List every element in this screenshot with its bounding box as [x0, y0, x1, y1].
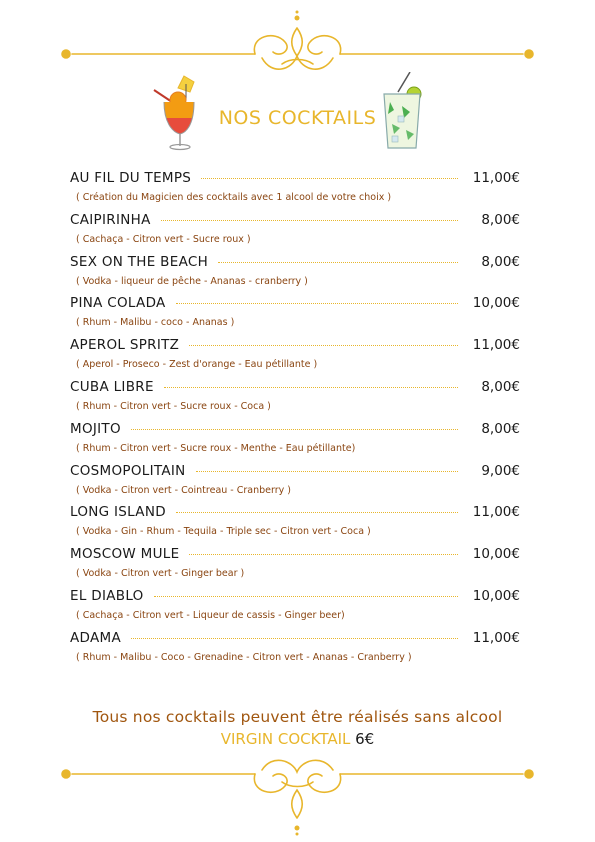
menu-item — [70, 463, 520, 505]
item-description: ( Rhum - Citron vert - Sucre roux - Menthe - Eau pétillante) — [76, 442, 356, 454]
dotted-leader — [131, 638, 458, 639]
menu-item — [70, 337, 520, 379]
item-description: ( Aperol - Proseco - Zest d'orange - Eau pétillante ) — [76, 359, 318, 371]
item-price: 9,00€ — [481, 462, 520, 479]
item-description: ( Rhum - Malibu - Coco - Grenadine - Citron vert - Ananas - Cranberry ) — [76, 651, 412, 663]
item-description: ( Rhum - Citron vert - Sucre roux - Coca ) — [76, 400, 271, 412]
item-name: MOSCOW MULE — [70, 546, 180, 563]
item-price: 11,00€ — [472, 504, 520, 521]
dotted-leader — [131, 429, 458, 430]
virgin-cocktail-line — [0, 730, 595, 748]
item-description: ( Vodka - liqueur de pêche - Ananas - cranberry ) — [76, 275, 308, 287]
item-name: CUBA LIBRE — [70, 378, 154, 395]
dotted-leader — [154, 596, 458, 597]
footer-note — [0, 708, 595, 748]
menu-item — [70, 630, 520, 672]
top-ornament-icon — [0, 8, 595, 88]
menu-item — [70, 212, 520, 254]
item-price: 8,00€ — [481, 253, 520, 270]
menu-item — [70, 421, 520, 463]
item-price: 8,00€ — [481, 378, 520, 395]
alcohol-free-note: Tous nos cocktails peuvent être réalisés sans alcool — [92, 708, 503, 726]
item-name: CAIPIRINHA — [70, 211, 151, 228]
cocktail-menu — [70, 170, 520, 672]
item-price: 10,00€ — [472, 546, 520, 563]
item-description: ( Cachaça - Citron vert - Liqueur de cassis - Ginger beer) — [76, 609, 345, 621]
dotted-leader — [218, 262, 458, 263]
dotted-leader — [196, 471, 458, 472]
virgin-cocktail-label: VIRGIN COCKTAIL — [220, 730, 351, 748]
dotted-leader — [189, 554, 458, 555]
item-price: 8,00€ — [481, 420, 520, 437]
item-name: LONG ISLAND — [70, 504, 166, 521]
item-price: 8,00€ — [481, 211, 520, 228]
dotted-leader — [201, 178, 458, 179]
item-name: APEROL SPRITZ — [70, 337, 180, 354]
page-title: NOS COCKTAILS — [218, 107, 377, 129]
virgin-cocktail-price: 6€ — [355, 730, 375, 748]
dotted-leader — [189, 345, 458, 346]
item-description: ( Vodka - Citron vert - Cointreau - Cranberry ) — [76, 484, 291, 496]
item-name: AU FIL DU TEMPS — [70, 170, 192, 186]
item-name: MOJITO — [70, 420, 121, 437]
dotted-leader — [161, 220, 458, 221]
item-description: ( Création du Magicien des cocktails avec 1 alcool de votre choix ) — [76, 192, 392, 203]
menu-item — [70, 170, 520, 212]
item-description: ( Rhum - Malibu - coco - Ananas ) — [76, 317, 235, 329]
dotted-leader — [164, 387, 458, 388]
item-name: PINA COLADA — [70, 295, 166, 312]
item-description: ( Vodka - Gin - Rhum - Tequila - Triple sec - Citron vert - Coca ) — [76, 526, 371, 538]
dotted-leader — [176, 512, 458, 513]
item-name: ADAMA — [70, 629, 122, 646]
menu-item — [70, 504, 520, 546]
bottom-ornament-icon — [0, 758, 595, 838]
item-name: SEX ON THE BEACH — [70, 253, 209, 270]
item-description: ( Cachaça - Citron vert - Sucre roux ) — [76, 233, 251, 245]
menu-item — [70, 546, 520, 588]
item-price: 10,00€ — [472, 587, 520, 604]
menu-item — [70, 254, 520, 296]
item-price: 10,00€ — [472, 295, 520, 312]
item-name: EL DIABLO — [70, 587, 144, 604]
item-price: 11,00€ — [472, 337, 520, 354]
mojito-glass-icon — [378, 72, 428, 152]
item-description: ( Vodka - Citron vert - Ginger bear ) — [76, 568, 245, 580]
dotted-leader — [176, 303, 458, 304]
menu-item — [70, 379, 520, 421]
item-price: 11,00€ — [472, 170, 520, 186]
menu-item — [70, 588, 520, 630]
item-name: COSMOPOLITAIN — [70, 462, 186, 479]
menu-item — [70, 295, 520, 337]
item-price: 11,00€ — [472, 629, 520, 646]
